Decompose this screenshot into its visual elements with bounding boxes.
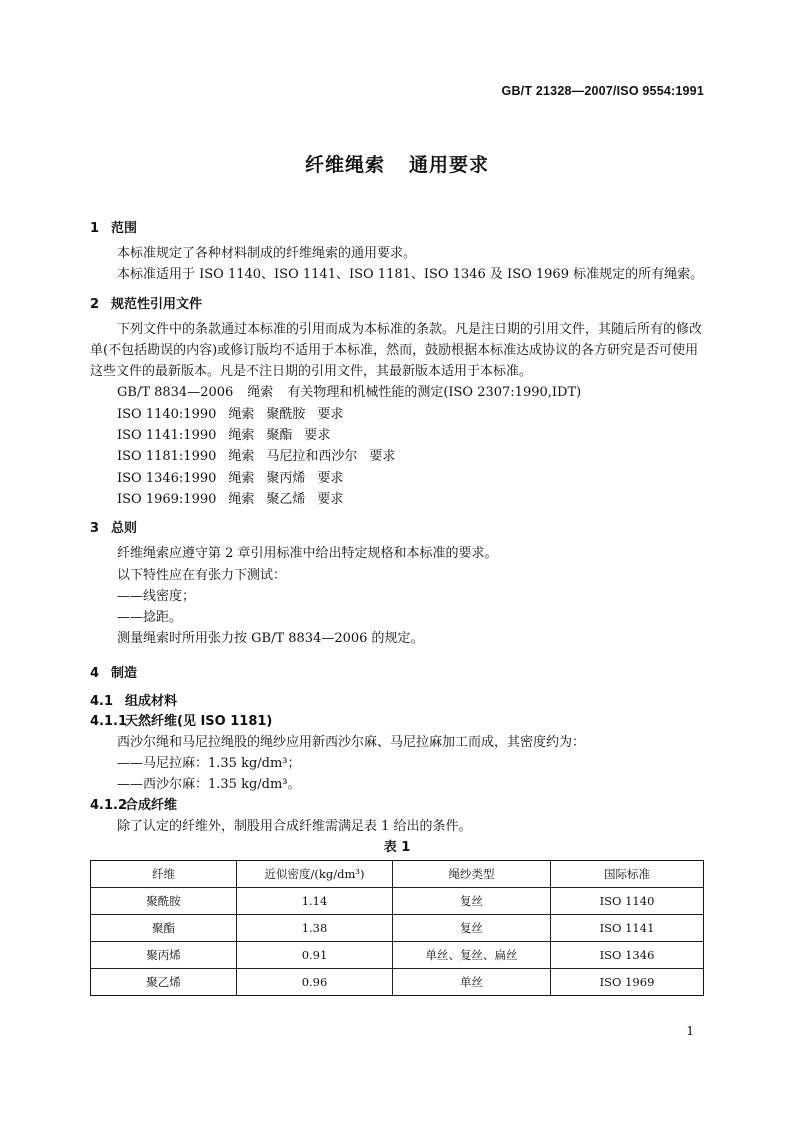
table-header-row	[91, 860, 704, 887]
section-3-para-2: 以下特性应在有张力下测试：	[117, 567, 287, 583]
list-item: ——捻距。	[117, 610, 183, 626]
reference-item: GB/T 8834—2006 绳索 有关物理和机械性能的测定(ISO 2307:1990,IDT)	[117, 385, 582, 401]
column-header: 近似密度/(kg/dm³)	[237, 860, 393, 887]
table-cell: 1.14	[237, 887, 393, 914]
section-3-para-1: 纤维绳索应遵守第 2 章引用标准中给出特定规格和本标准的要求。	[117, 546, 498, 562]
column-header: 绳纱类型	[393, 860, 551, 887]
list-item: ——西沙尔麻：1.35 kg/dm³。	[117, 777, 301, 793]
column-header: 国际标准	[551, 860, 704, 887]
list-item: ——马尼拉麻：1.35 kg/dm³；	[117, 756, 301, 772]
table-row	[91, 941, 704, 968]
list-item: ——线密度；	[117, 588, 196, 604]
document-body	[90, 218, 704, 996]
table-row	[91, 914, 704, 941]
table-cell: 聚酰胺	[91, 887, 237, 914]
subsection-4-1-heading	[90, 692, 704, 712]
column-header: 纤维	[91, 860, 237, 887]
table-cell: 复丝	[393, 914, 551, 941]
section-title: 范围	[111, 221, 138, 236]
table-cell: ISO 1346	[551, 941, 704, 968]
standard-code: GB/T 21328—2007/ISO 9554:1991	[501, 84, 704, 98]
table-cell: ISO 1969	[551, 968, 704, 995]
reference-item: ISO 1181:1990 绳索 马尼拉和西沙尔 要求	[117, 449, 396, 465]
subsection-4-1-2-heading	[90, 796, 704, 816]
table-cell: ISO 1140	[551, 887, 704, 914]
table-cell: 单丝	[393, 968, 551, 995]
section-title: 天然纤维(见 ISO 1181)	[125, 713, 273, 729]
reference-item: ISO 1969:1990 绳索 聚乙烯 要求	[117, 491, 344, 507]
subsection-4-1-1-para: 西沙尔绳和马尼拉绳股的绳纱应用新西沙尔麻、马尼拉麻加工而成，其密度约为：	[117, 734, 586, 750]
table-row	[91, 887, 704, 914]
section-title: 合成纤维	[125, 797, 178, 813]
section-title: 规范性引用文件	[111, 296, 203, 312]
section-number: 2	[90, 296, 100, 312]
table-cell: 单丝、复丝、扁丝	[393, 941, 551, 968]
section-2-para-1: 下列文件中的条款通过本标准的引用而成为本标准的条款。凡是注日期的引用文件，其随后所有的修改单(不包括勘误的内容)或修订版均不适用于本标准，然而，鼓励根据本标准达成协议的各方研究是否可使用这些文件的最新版本。凡是不注日期的引用文件，其最新版本适用于本标准。	[90, 321, 703, 380]
section-1-para-1: 本标准规定了各种材料制成的纤维绳索的通用要求。	[117, 246, 417, 261]
fiber-table	[90, 860, 704, 996]
section-number: 4.1.2	[90, 797, 128, 813]
section-title: 组成材料	[125, 693, 178, 709]
section-number: 4.1.1	[90, 713, 128, 729]
table-cell: 1.38	[237, 914, 393, 941]
section-title: 制造	[111, 665, 138, 681]
table-cell: 聚酯	[91, 914, 237, 941]
section-3-para-3: 测量绳索时所用张力按 GB/T 8834—2006 的规定。	[117, 631, 424, 647]
table-title: 表 1	[383, 839, 411, 855]
section-number: 3	[90, 521, 100, 537]
table-cell: 0.91	[237, 941, 393, 968]
table-cell: 0.96	[237, 968, 393, 995]
page-number: 1	[686, 1024, 694, 1038]
document-title	[0, 150, 794, 177]
reference-item: ISO 1141:1990 绳索 聚酯 要求	[117, 428, 331, 444]
section-number: 1	[90, 221, 100, 236]
section-title: 总则	[111, 521, 138, 537]
subsection-4-1-1-heading	[90, 712, 704, 732]
reference-item: ISO 1140:1990 绳索 聚酰胺 要求	[117, 406, 344, 422]
reference-item: ISO 1346:1990 绳索 聚丙烯 要求	[117, 470, 344, 486]
section-4-heading	[90, 663, 704, 684]
title-part1: 纤维绳索	[304, 154, 385, 176]
section-1-heading	[90, 218, 704, 239]
section-2-heading	[90, 294, 704, 315]
table-cell: 聚乙烯	[91, 968, 237, 995]
section-3-heading	[90, 518, 704, 539]
table-row	[91, 968, 704, 995]
section-number: 4.1	[90, 693, 114, 709]
title-part2: 通用要求	[409, 154, 490, 176]
table-cell: ISO 1141	[551, 914, 704, 941]
table-cell: 聚丙烯	[91, 941, 237, 968]
section-number: 4	[90, 665, 100, 681]
subsection-4-1-2-para: 除了认定的纤维外，制股用合成纤维需满足表 1 给出的条件。	[117, 818, 472, 834]
section-1-para-2: 本标准适用于 ISO 1140、ISO 1141、ISO 1181、ISO 1346 及 ISO 1969 标准规定的所有绳索。	[117, 267, 704, 283]
table-cell: 复丝	[393, 887, 551, 914]
